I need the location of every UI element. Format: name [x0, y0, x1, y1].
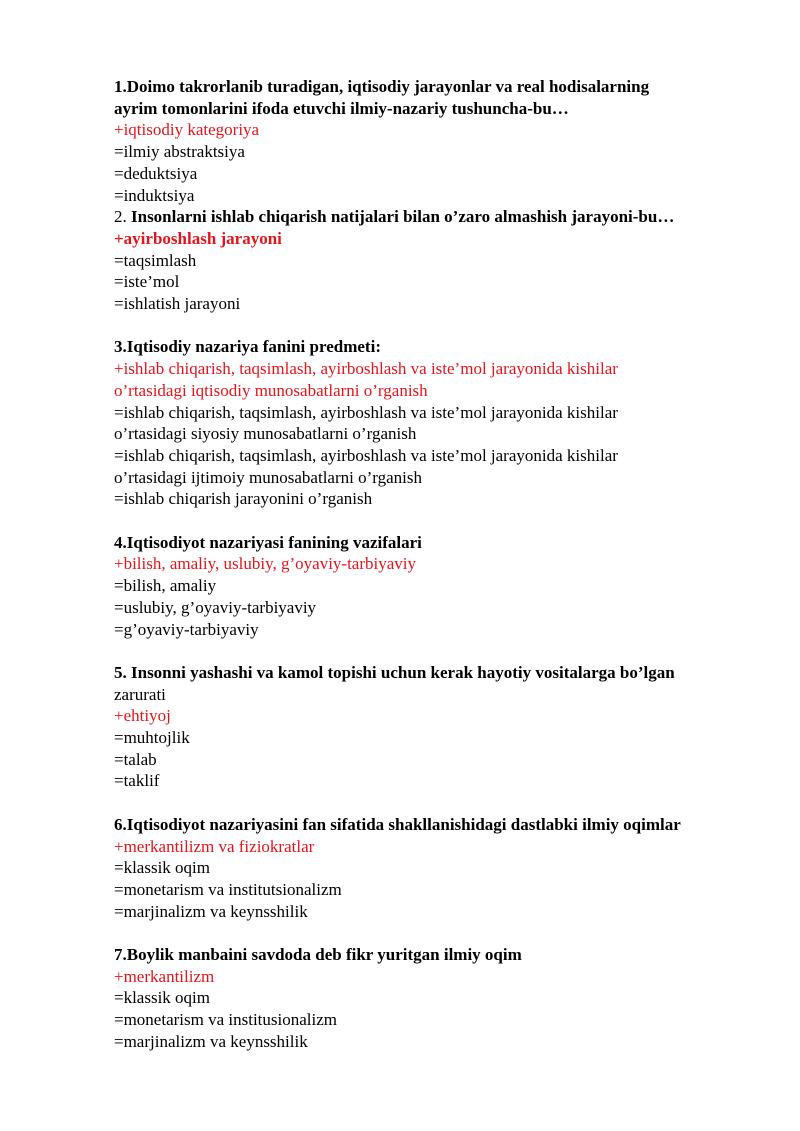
paragraph-gap: [114, 922, 774, 944]
question-3-option: o’rtasidagi siyosiy munosabatlarni o’rganish: [114, 424, 417, 444]
question-1-option: =ilmiy abstraktsiya: [114, 142, 245, 162]
question-block-6: [114, 814, 774, 923]
question-6-option: =marjinalizm va keynsshilik: [114, 901, 308, 921]
question-7-correct-answer: +merkantilizm: [114, 966, 215, 986]
paragraph-gap: [114, 640, 774, 662]
question-7-option: =monetarism va institusionalizm: [114, 1010, 338, 1030]
question-5-text-tail: zarurati: [114, 684, 166, 704]
question-5-correct-answer: +ehtiyoj: [114, 706, 171, 726]
paragraph-gap: [114, 510, 774, 532]
question-3-correct-answer-line-2: o’rtasidagi iqtisodiy munosabatlarni o’rganish: [114, 380, 428, 400]
question-7-option: =klassik oqim: [114, 988, 211, 1008]
question-4-text: 4.Iqtisodiyot nazariyasi fanining vazifalari: [114, 532, 422, 552]
question-2-correct-answer: +ayirboshlash jarayoni: [114, 228, 282, 248]
question-2-option: =iste’mol: [114, 272, 180, 292]
question-2-option: =ishlatish jarayoni: [114, 294, 241, 314]
paragraph-gap: [114, 792, 774, 814]
question-block-3: [114, 336, 774, 510]
question-block-1: [114, 76, 774, 206]
question-6-option: =klassik oqim: [114, 858, 211, 878]
document-body: [114, 76, 774, 1053]
question-6-option: =monetarism va institutsionalizm: [114, 879, 342, 899]
question-block-7: [114, 944, 774, 1053]
question-4-correct-answer: +bilish, amaliy, uslubiy, g’oyaviy-tarbiyaviy: [114, 554, 416, 574]
question-6-text: 6.Iqtisodiyot nazariyasini fan sifatida shakllanishidagi dastlabki ilmiy oqimlar: [114, 814, 681, 834]
question-4-option: =uslubiy, g’oyaviy-tarbiyaviy: [114, 597, 317, 617]
paragraph-gap: [114, 315, 774, 337]
question-2-text: [114, 206, 774, 228]
question-5-text: 5. Insonni yashashi va kamol topishi uchun kerak hayotiy vositalarga bo’lgan: [114, 662, 675, 682]
question-2-text-bold: Insonlarni ishlab chiqarish natijalari bilan o’zaro almashish jarayoni-bu…: [131, 207, 675, 227]
question-1-option: =induktsiya: [114, 185, 195, 205]
question-7-text: 7.Boylik manbaini savdoda deb fikr yuritgan ilmiy oqim: [114, 945, 522, 965]
question-4-option: =g’oyaviy-tarbiyaviy: [114, 619, 259, 639]
question-6-correct-answer: +merkantilizm va fiziokratlar: [114, 836, 315, 856]
question-block-5: [114, 662, 774, 792]
question-5-option: =taklif: [114, 771, 160, 791]
question-1-correct-answer: +iqtisodiy kategoriya: [114, 120, 260, 140]
question-2-number: 2.: [114, 207, 131, 227]
question-5-option: =talab: [114, 749, 157, 769]
question-3-text: 3.Iqtisodiy nazariya fanini predmeti:: [114, 337, 381, 357]
question-3-option: o’rtasidagi ijtimoiy munosabatlarni o’rganish: [114, 467, 422, 487]
question-7-option: =marjinalizm va keynsshilik: [114, 1031, 308, 1051]
question-3-option: =ishlab chiqarish, taqsimlash, ayirboshlash va iste’mol jarayonida kishilar: [114, 402, 618, 422]
question-block-4: [114, 532, 774, 641]
question-1-text-line-2: ayrim tomonlarini ifoda etuvchi ilmiy-nazariy tushuncha-bu…: [114, 98, 569, 118]
question-3-option: =ishlab chiqarish jarayonini o’rganish: [114, 489, 373, 509]
question-4-option: =bilish, amaliy: [114, 576, 217, 596]
question-2-option: =taqsimlash: [114, 250, 197, 270]
question-3-option: =ishlab chiqarish, taqsimlash, ayirboshlash va iste’mol jarayonida kishilar: [114, 445, 618, 465]
question-block-2: [114, 206, 774, 315]
question-1-option: =deduktsiya: [114, 163, 198, 183]
question-5-option: =muhtojlik: [114, 728, 190, 748]
question-1-text-line-1: 1.Doimo takrorlanib turadigan, iqtisodiy jarayonlar va real hodisalarning: [114, 77, 650, 96]
question-3-correct-answer-line-1: +ishlab chiqarish, taqsimlash, ayirboshlash va iste’mol jarayonida kishilar: [114, 359, 618, 379]
